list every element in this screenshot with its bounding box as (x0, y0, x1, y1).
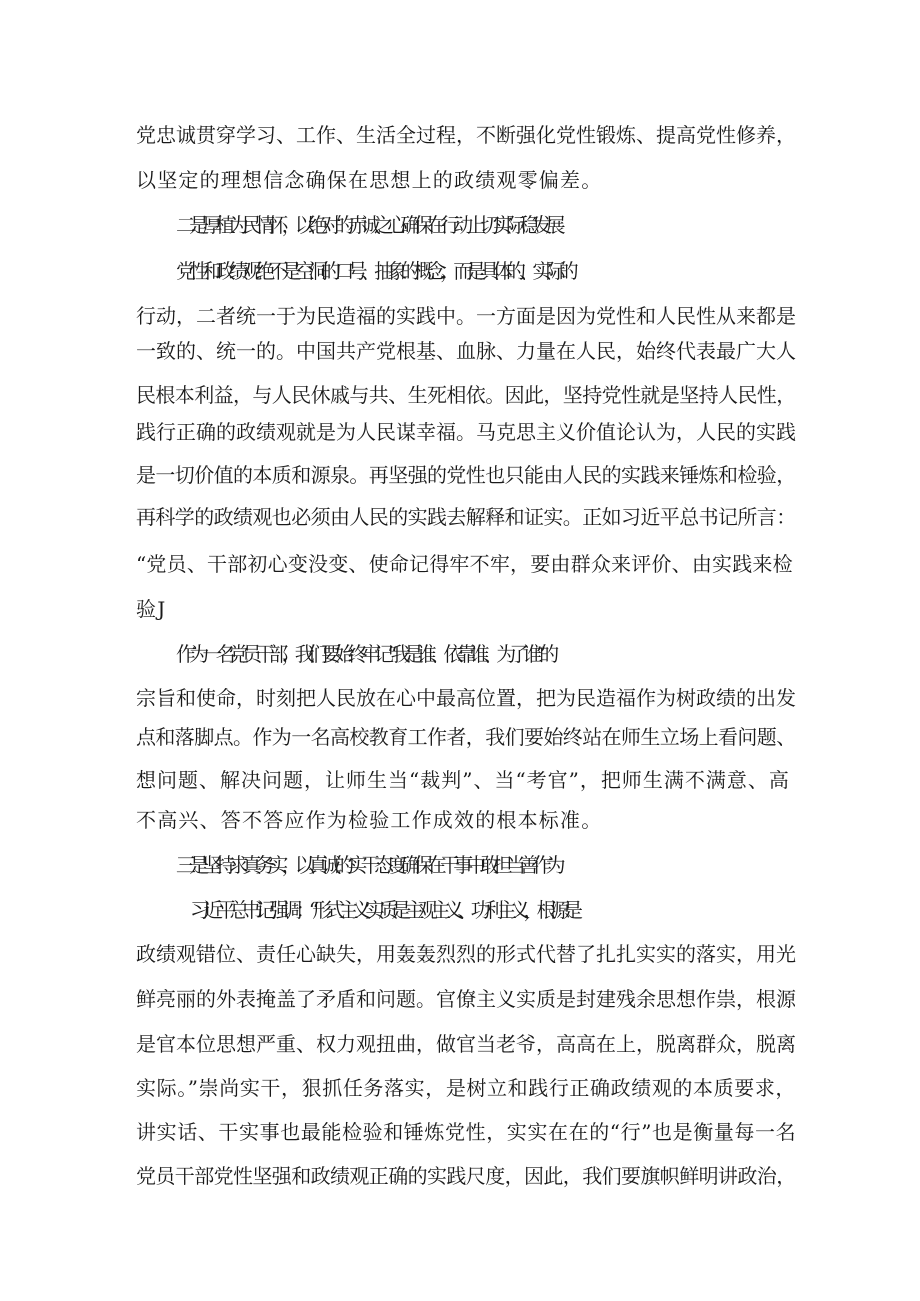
text-line: 不高兴、答不答应作为检验工作成效的根本标准。 (136, 808, 603, 832)
text-line: 一致的、统一的。中国共产党根基、血脉、力量在人民，始终代表最广大人 (136, 339, 796, 363)
text-line: 鲜亮丽的外表掩盖了矛盾和问题。官僚主义实质是封建残余思想作祟，根源 (136, 987, 796, 1011)
text-line: 党员干部党性坚强和政绩观正确的实践尺度，因此，我们要旗帜鲜明讲政治， (136, 1164, 796, 1188)
text-line: 民根本利益，与人民休戚与共、生死相依。因此，坚持党性就是坚持人民性， (136, 383, 796, 407)
text-line: 验J (136, 597, 167, 621)
text-line: 以坚定的理想信念确保在思想上的政绩观零偏差。 (136, 168, 603, 192)
text-line: 行动，二者统一于为民造福的实践中。一方面是因为党性和人民性从来都是 (136, 304, 796, 328)
text-line: 想问题、解决问题，让师生当“裁判”、当“考官”，把师生满不满意、高 (136, 768, 790, 792)
text-line: 是一切价值的本质和源泉。再坚强的党性也只能由人民的实践来锤炼和检验， (136, 463, 796, 487)
text-line: 点和落脚点。作为一名高校教育工作者，我们要始终站在师生立场上看问题、 (136, 725, 796, 749)
text-line: 宗旨和使命，时刻把人民放在心中最高位置，把为民造福作为树政绩的出发 (136, 686, 796, 710)
text-line: 讲实话、干实事也最能检验和锤炼党性，实实在在的“行”也是衡量每一名 (136, 1120, 797, 1144)
section-heading: 二是厚植为民情怀，以绝对的赤诚之心确保在行动上切实际稳发展 (176, 213, 559, 237)
text-line: 党性和政绩观绝不是空洞的口号、抽象的概念，而是具体的、实际的 (176, 259, 572, 283)
text-line: 是官本位思想严重、权力观扭曲，做官当老爷，高高在上，脱离群众，脱离 (136, 1032, 796, 1056)
text-line: “党员、干部初心变没变、使命记得牢不牢，要由群众来评价、由实践来检 (136, 552, 793, 576)
text-line: 再科学的政绩观也必须由人民的实践去解释和证实。正如习近平总书记所言： (136, 505, 796, 529)
text-line: 政绩观错位、责任心缺失，用轰轰烈烈的形式代替了扎扎实实的落实，用光 (136, 942, 796, 966)
section-heading: 三是坚持求真务实，以真诚的实干态度确保在干事中敢担当善作为 (176, 853, 559, 877)
text-line: 作为一名党员干部，我们要始终牢记“我是谁、依靠谁、为了谁”的 (176, 642, 553, 666)
text-line: 习近平总书记强调：“形式主义实质是主观主义、功利主义，根源是 (190, 898, 577, 922)
text-line: 实际。”崇尚实干，狠抓任务落实，是树立和践行正确政绩观的本质要求， (136, 1076, 797, 1100)
text-line: 党忠诚贯穿学习、工作、生活全过程，不断强化党性锻炼、提高党性修养， (136, 123, 796, 147)
text-line: 践行正确的政绩观就是为人民谋幸福。马克思主义价值论认为，人民的实践 (136, 420, 796, 444)
